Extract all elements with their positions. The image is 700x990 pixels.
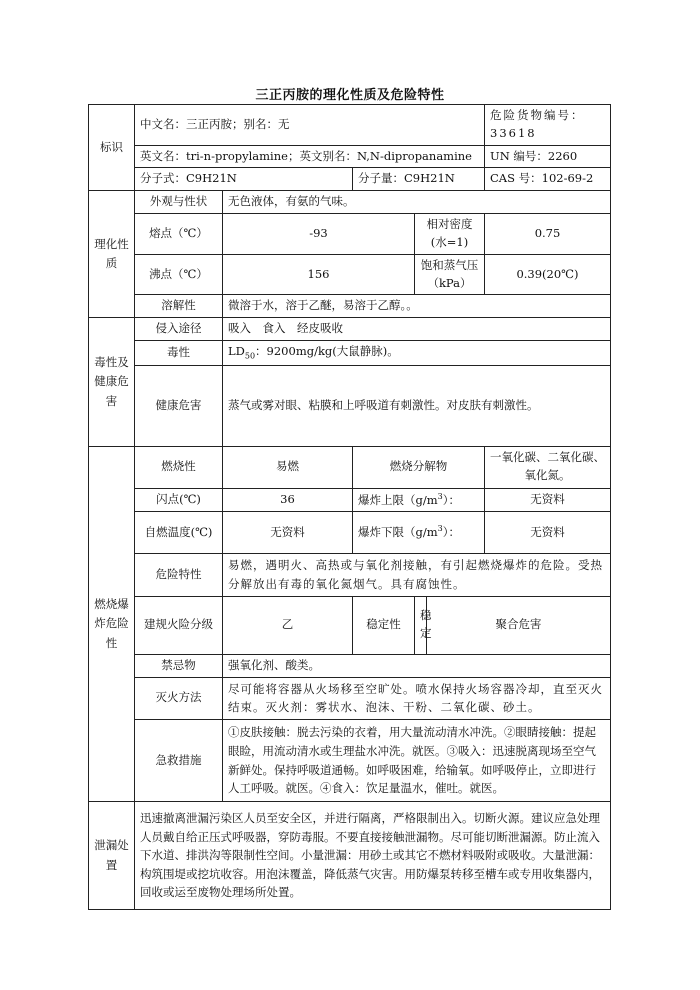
fire-row-7 [89,677,611,719]
cas-number: CAS 号：102-69-2 [485,168,611,191]
autoign-value: 无资料 [223,512,353,554]
ident-row-3 [89,168,611,191]
section-tox: 毒性及健康危害 [89,318,135,447]
lel-value: 无资料 [485,512,611,554]
appearance-label: 外观与性状 [135,191,223,214]
flash-label: 闪点(℃) [135,488,223,512]
health-label: 健康危害 [135,365,223,446]
appearance-value: 无色液体，有氨的气味。 [223,191,611,214]
polymerization-label: 聚合危害 [427,596,611,654]
uel-label: 爆炸上限$(g/m^3)$： [353,488,485,512]
vp-label: 饱和蒸气压（kPa） [415,254,485,295]
aid-row [89,720,611,802]
fire-row-3 [89,512,611,554]
fire-row-1 [89,446,611,488]
tox-row-1 [89,318,611,341]
ld-subscript: 50 [244,351,256,361]
section-fire: 燃烧爆炸危险性 [89,446,135,801]
class-label: 建规火险分级 [135,596,223,654]
ld-value: ：9200mg/kg(大鼠静脉)。 [255,343,399,358]
density-label: 相对密度(水=1) [415,214,485,255]
class-value: 乙 [223,596,353,654]
mp-label: 熔点（℃） [135,214,223,255]
lel-label: 爆炸下限$(g/m^3)$： [353,512,485,554]
combustibility-label: 燃烧性 [135,446,223,488]
solubility-label: 溶解性 [135,295,223,318]
health-value: 蒸气或雾对眼、粘膜和上呼吸道有刺激性。对皮肤有刺激性。 [223,365,611,446]
extinguish-value: 尽可能将容器从火场移至空旷处。喷水保持火场容器冷却，直至灭火结束。灭火剂：雾状水、泡沫、干粉、二氧化碳、砂土。 [223,677,611,719]
leak-row [89,802,611,910]
page-title: 三正丙胺的理化性质及危险特性 [255,88,445,103]
combustibility-value: 易燃 [223,446,353,488]
uel-value: 无资料 [485,488,611,512]
leak-text: 迅速撤离泄漏污染区人员至安全区，并进行隔离，严格限制出入。切断火源。建议应急处理人员戴自给正压式呼吸器，穿防毒服。不要直接接触泄漏物。尽可能切断泄漏源。防止流入下水道、排洪沟等限制性空间。小量泄漏：用砂土或其它不燃材料吸附或吸收。大量泄漏：构筑围堤或挖坑收容。用泡沫覆盖，降低蒸气灾害。用防爆泵转移至槽车或专用收集器内，回收或运至废物处理场所处置。 [135,802,611,910]
phys-row-3 [89,254,611,295]
toxicity-label: 毒性 [135,340,223,365]
phys-row-2 [89,214,611,255]
density-value: 0.75 [485,214,611,255]
fire-row-2 [89,488,611,512]
en-name: 英文名：tri-n-propylamine；英文别名：N,N-dipropanamine [135,145,485,168]
vp-value: 0.39(20℃) [485,254,611,295]
formula: 分子式：C9H21N [135,168,353,191]
decomp-value: 一氧化碳、二氧化碳、氧化氮。 [485,446,611,488]
first-aid-text: ①皮肤接触：脱去污染的衣着，用大量流动清水冲洗。②眼睛接触：提起眼睑，用流动清水或生理盐水冲洗。就医。③吸入：迅速脱离现场至空气新鲜处。保持呼吸道通畅。如呼吸困难，给输氧。如呼吸停止，立即进行人工呼吸。就医。④食入：饮足量温水，催吐。就医。 [223,720,611,802]
tox-row-3 [89,365,611,446]
phys-row-4 [89,295,611,318]
hazard-label: 危险特性 [135,554,223,596]
cn-name: 中文名：三正丙胺；别名：无 [135,105,485,146]
section-aid: 急救措施 [135,720,223,802]
decomp-label: 燃烧分解物 [353,446,485,488]
route-label: 侵入途径 [135,318,223,341]
stability-label: 稳定性 [353,596,415,654]
section-phys: 理化性质 [89,191,135,318]
bp-label: 沸点（℃） [135,254,223,295]
solubility-value: 微溶于水，溶于乙醚，易溶于乙醇。。 [223,295,611,318]
autoign-label: 自燃温度(℃) [135,512,223,554]
bp-value: 156 [223,254,415,295]
fire-row-5 [89,596,611,654]
section-ident: 标识 [89,105,135,191]
hazard-value: 易燃，遇明火、高热或与氧化剂接触，有引起燃烧爆炸的危险。受热分解放出有毒的氧化氮烟气。具有腐蚀性。 [223,554,611,596]
route-value: 吸入 食入 经皮吸收 [223,318,611,341]
toxicity-value [223,340,611,365]
tox-row-2 [89,340,611,365]
fire-row-4 [89,554,611,596]
molecular-weight: 分子量：C9H21N [353,168,485,191]
ident-row-2 [89,145,611,168]
dg-number: 危险货物编号：33618 [485,105,611,146]
ld-prefix: LD [228,343,245,358]
extinguish-label: 灭火方法 [135,677,223,719]
incompat-label: 禁忌物 [135,654,223,677]
incompat-value: 强氧化剂、酸类。 [223,654,611,677]
stability-value: 稳定 [415,596,427,654]
ident-row-1 [89,105,611,146]
msds-table [88,104,611,910]
flash-value: 36 [223,488,353,512]
mp-value: -93 [223,214,415,255]
phys-row-1 [89,191,611,214]
un-number: UN 编号：2260 [485,145,611,168]
fire-row-6 [89,654,611,677]
section-leak: 泄漏处置 [89,802,135,910]
